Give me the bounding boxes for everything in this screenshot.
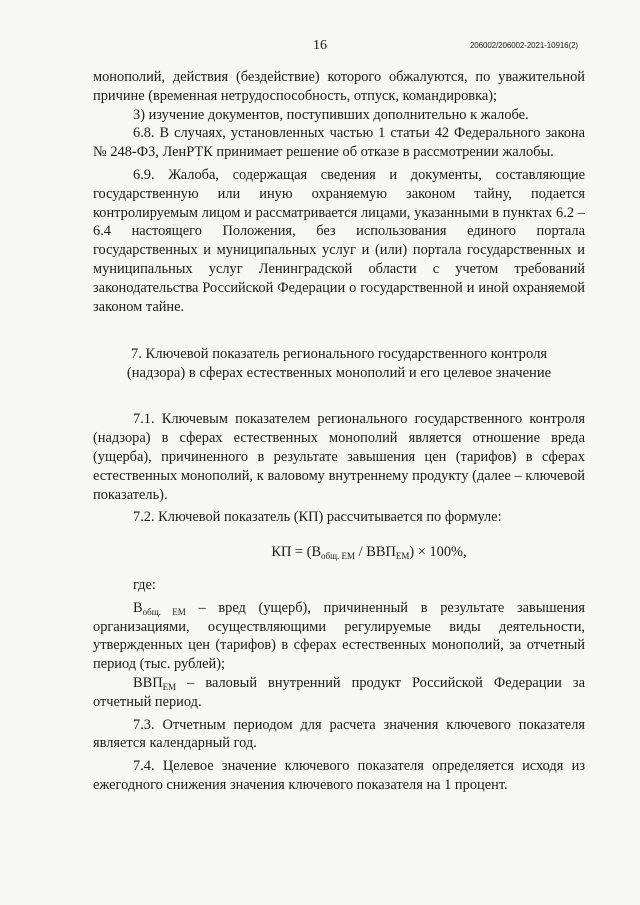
definition-harm-symbol: В: [133, 599, 143, 616]
paragraph-7-1: 7.1. Ключевым показателем регионального государственного контроля (надзора) в сферах естественных монополий является отношение вреда (ущерба), причиненного в результате завышения цен (тарифов) в сферах естественных монополий, к валовому внутреннему продукту (далее – ключевой показатель).: [93, 411, 585, 503]
definition-gdp: [93, 674, 585, 712]
section-heading-line-1: 7. Ключевой показатель регионального государственного контроля: [130, 346, 548, 363]
paragraph-6-9: 6.9. Жалоба, содержащая сведения и документы, составляющие государственную или иную охраняемую законом тайну, подается контролируемым лицом и рассматривается лицами, указанными в пунктах 6.2 – 6.4 настоящего Положения, без использования единого портала государственных и муниципальных услуг и (или) портала государственных и муниципальных услуг Ленинградской области с учетом требований законодательства Российской Федерации о государственной и иной охраняемой законом тайне.: [93, 166, 585, 315]
formula-sub-1: общ. ЕМ: [321, 551, 356, 562]
formula-mid: / ВВП: [355, 544, 396, 561]
where-label: где:: [133, 576, 156, 593]
definition-gdp-sub: ЕМ: [162, 681, 177, 692]
section-heading-line-2: (надзора) в сферах естественных монополий и его целевое значение: [126, 365, 552, 382]
page-number: 16: [313, 38, 327, 53]
document-id: 206002/206002-2021-10916(2): [469, 41, 578, 50]
formula-lhs: КП = (В: [271, 544, 322, 561]
kpi-formula: [153, 543, 585, 562]
definition-harm-sub: общ. ЕМ: [142, 606, 186, 617]
formula-rhs: ) × 100%,: [409, 544, 467, 561]
definition-gdp-symbol: ВВП: [133, 674, 163, 691]
paragraph-7-4: 7.4. Целевое значение ключевого показателя определяется исходя из ежегодного снижения значения ключевого показателя на 1 процент.: [93, 758, 585, 793]
definition-harm-text: – вред (ущерб), причиненный в результате завышения организациями, осуществляющими регулируемые виды деятельности, утвержденных цен (тарифов) в сферах естественных монополий, за отчетный период (тыс. рублей);: [93, 599, 585, 673]
definition-harm: [93, 599, 585, 674]
definition-gdp-text: – валовый внутренний продукт Российской Федерации за отчетный период.: [93, 674, 585, 710]
paragraph-7-3: 7.3. Отчетным периодом для расчета значения ключевого показателя является календарный год.: [93, 716, 585, 752]
paragraph-continuation: монополий, действия (бездействие) которого обжалуются, по уважительной причине (временная нетрудоспособность, отпуск, командировка);: [93, 69, 585, 104]
document-body: [93, 68, 585, 795]
paragraph-6-8: 6.8. В случаях, установленных частью 1 статьи 42 Федерального закона № 248-ФЗ, ЛенРТК принимает решение об отказе в рассмотрении жалобы.: [93, 125, 585, 161]
paragraph-7-2: 7.2. Ключевой показатель (КП) рассчитывается по формуле:: [133, 509, 502, 526]
formula-sub-2: ЕМ: [395, 551, 410, 562]
paragraph-item-3: 3) изучение документов, поступивших дополнительно к жалобе.: [133, 106, 529, 123]
section-heading: [93, 345, 585, 383]
